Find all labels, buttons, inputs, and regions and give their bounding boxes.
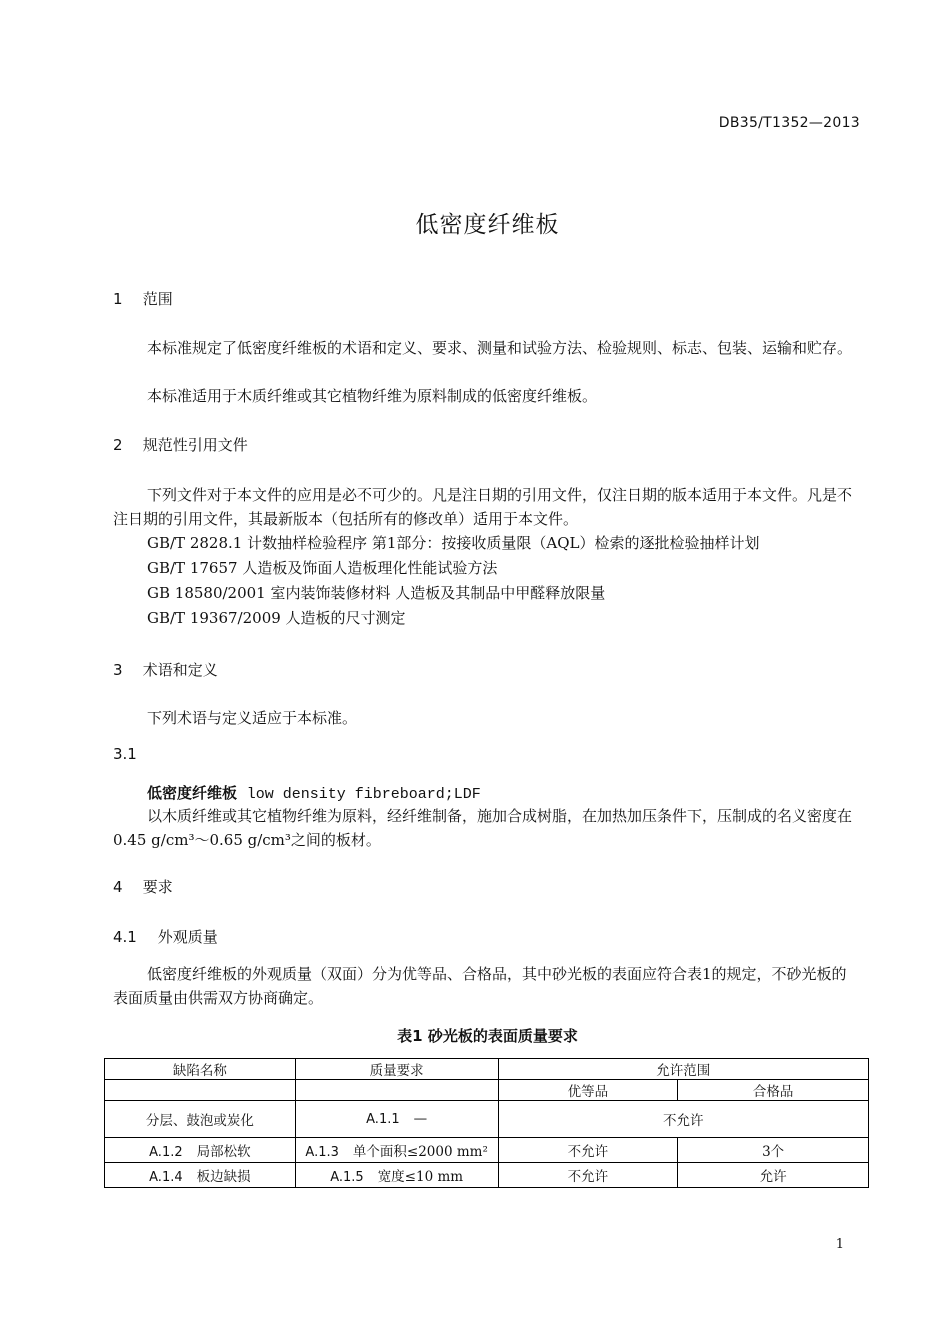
appearance-paragraph: 低密度纤维板的外观质量（双面）分为优等品、合格品，其中砂光板的表面应符合表1的规定，不砂光板的表面质量由供需双方协商确定。	[113, 965, 847, 1007]
reference-item: GB/T 17657 人造板及饰面人造板理化性能试验方法	[147, 559, 498, 577]
superior-value: 不允许	[498, 1163, 678, 1188]
defect-name: 板边缺损	[196, 1169, 251, 1185]
defect-name: 分层、鼓泡或炭化	[145, 1113, 254, 1129]
term-chinese: 低密度纤维板	[147, 784, 238, 802]
term-english: low density fibreboard;LDF	[246, 786, 481, 803]
section-number: 3	[113, 661, 123, 679]
term-entry	[147, 782, 481, 803]
term-definition: 以木质纤维或其它植物纤维为原料，经纤维制备，施加合成树脂，在加热加压条件下，压制成的名义密度在0.45 g/cm³～0.65 g/cm³之间的板材。	[113, 807, 853, 849]
page-number: 1	[835, 1237, 844, 1252]
section-2-heading	[113, 434, 248, 455]
requirement-value: 单个面积≤2000 mm²	[352, 1144, 488, 1160]
clause-code: A.1.3	[305, 1145, 339, 1160]
table-caption: 表1 砂光板的表面质量要求	[397, 1027, 578, 1045]
defect-name: 局部松软	[196, 1144, 251, 1160]
requirement-cell	[295, 1163, 498, 1188]
section-number: 2	[113, 436, 123, 454]
allowed-range-merged: 不允许	[498, 1101, 868, 1138]
section-title: 规范性引用文件	[142, 436, 248, 454]
requirement-cell	[295, 1101, 498, 1138]
header-superior-grade: 优等品	[498, 1080, 678, 1101]
reference-item: GB 18580/2001 室内装饰装修材料 人造板及其制品中甲醛释放限量	[147, 584, 606, 602]
section-title: 外观质量	[157, 928, 218, 946]
section-title: 要求	[142, 878, 173, 896]
header-allowed-range: 允许范围	[498, 1059, 868, 1080]
clause-code: A.1.1	[366, 1112, 400, 1127]
table-header-row	[105, 1059, 869, 1080]
qualified-value: 允许	[678, 1163, 869, 1188]
table-row	[105, 1163, 869, 1188]
standard-code: DB35/T1352—2013	[718, 115, 860, 131]
surface-quality-table	[104, 1058, 869, 1188]
subsection-3-1-number: 3.1	[113, 745, 137, 763]
header-quality-requirement: 质量要求	[295, 1059, 498, 1080]
table-row	[105, 1101, 869, 1138]
scope-paragraph-2: 本标准适用于木质纤维或其它植物纤维为原料制成的低密度纤维板。	[147, 387, 598, 405]
table-row	[105, 1138, 869, 1163]
empty-cell	[105, 1080, 296, 1101]
defect-cell	[105, 1101, 296, 1138]
document-title: 低密度纤维板	[415, 212, 560, 238]
subsection-4-1-heading	[113, 926, 218, 947]
section-1-heading	[113, 288, 173, 309]
clause-code: A.1.5	[330, 1170, 364, 1185]
header-defect-name: 缺陷名称	[105, 1059, 296, 1080]
section-title: 术语和定义	[142, 661, 218, 679]
qualified-value: 3个	[678, 1138, 869, 1163]
section-4-heading	[113, 876, 173, 897]
section-title: 范围	[142, 290, 173, 308]
section-3-heading	[113, 659, 218, 680]
section-number: 4.1	[113, 928, 137, 946]
clause-code: A.1.4	[149, 1170, 183, 1185]
requirement-value: 宽度≤10 mm	[377, 1169, 464, 1185]
header-qualified-grade: 合格品	[678, 1080, 869, 1101]
clause-code: A.1.2	[149, 1145, 183, 1160]
references-intro-paragraph: 下列文件对于本文件的应用是必不可少的。凡是注日期的引用文件，仅注日期的版本适用于本文件。凡是不注日期的引用文件，其最新版本（包括所有的修改单）适用于本文件。	[113, 486, 853, 528]
section-number: 1	[113, 290, 123, 308]
defect-cell	[105, 1163, 296, 1188]
requirement-value: —	[413, 1111, 428, 1127]
empty-cell	[295, 1080, 498, 1101]
scope-paragraph-1: 本标准规定了低密度纤维板的术语和定义、要求、测量和试验方法、检验规则、标志、包装、运输和贮存。	[147, 339, 853, 357]
requirement-cell	[295, 1138, 498, 1163]
reference-item: GB/T 19367/2009 人造板的尺寸测定	[147, 609, 406, 627]
superior-value: 不允许	[498, 1138, 678, 1163]
reference-item: GB/T 2828.1 计数抽样检验程序 第1部分：按接收质量限（AQL）检索的逐批检验抽样计划	[147, 534, 760, 552]
table-subheader-row	[105, 1080, 869, 1101]
section-number: 4	[113, 878, 123, 896]
defect-cell	[105, 1138, 296, 1163]
terms-intro-paragraph: 下列术语与定义适应于本标准。	[147, 709, 358, 727]
